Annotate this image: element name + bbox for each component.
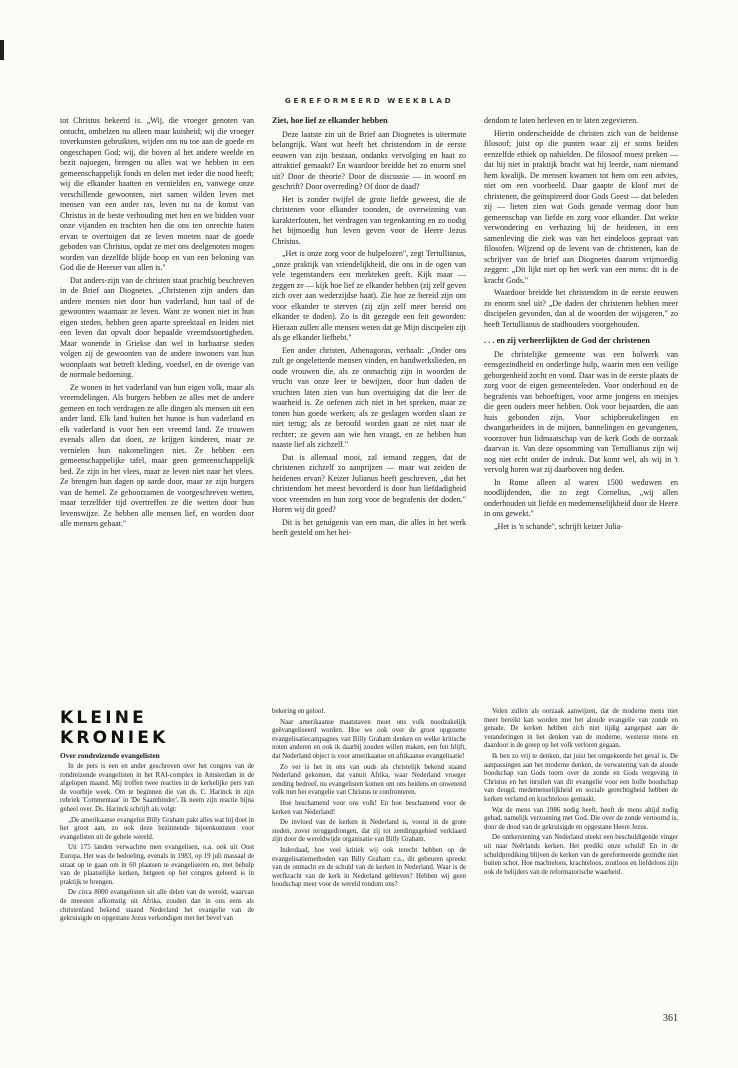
kroniek-paragraph: De invloed van de kerken in Nederland is, vooral in de grote steden, zover teruggedrongen, dat zij tot zendingsgebied verklaard zijn door de wereldwijde organisatie van Billy Graham. bbox=[272, 819, 466, 844]
kroniek-subtitle: Over rondreizende evangelisten bbox=[60, 751, 160, 760]
article-paragraph: „Het is onze zorg voor de hulpelozen", zegt Tertullianus, „onze praktijk van vriendelijkheid, die ons in de ogen van vele tegenstanders een merkteken geeft. Kijk maar — zeggen ze — kijk hoe lief ze elkander hebben (zij zelf geven zich over aan wederzijdse haat). Zie hoe ze bereid zijn om voor elkander te sterven (zij zijn zelf meer bereid om elkander te doden). Zo is dit gezegde een feit geworden: Hieraan zullen alle mensen weten dat ge Mijn discipelen zijt als ge elkander liefhebt." bbox=[272, 249, 466, 342]
kroniek-column-3 bbox=[484, 708, 678, 1006]
kroniek-paragraph: Velen zullen als oorzaak aanwijzen, dat de moderne mens niet meer bereikt kan worden met het aloude evangelie van zonde en genade. De kerken hebben zich niet tijdig aangepast aan de veranderingen in het denken van de moderne, westerse mens en daardoor is de greep op het volk verloren gegaan. bbox=[484, 708, 678, 750]
kroniek-paragraph: De circa 8000 evangelisten uit alle delen van de wereld, waarvan de meesten afkomstig uit Afrika, zouden dan in ons eens als christenland bekend staand Nederland het evangelie van de gekruisigde en opgestane Jezus verkondigen met het bevel van bbox=[60, 889, 254, 923]
article-paragraph: Ze wonen in het vaderland van hun eigen volk, maar als vreemdelingen. Als burgers hebben ze alles met de andere gemeen en toch verdragen ze alle dingen als mensen uit een ander land. Elk land buiten het hunne is hun vaderland en elk vaderland is voor hen een vreemd land. Ze trouwen evenals allen dat doen, ze krijgen kinderen, maar ze vernielen hun nakomelingen niet. Ze hebben een gemeenschappelijke tafel, maar geen gemeenschappelijk bed. Ze zijn in het vlees, maar ze leven niet naar het vlees. Ze brengen hun dagen op aarde door, maar ze zijn burgers van de hemel. Ze gehoorzamen de voorgeschreven wetten, maar terzelfder tijd overtreffen ze die wetten door hun levenswijze. Ze hebben alle mensen lief, en worden door alle mensen gehaat." bbox=[60, 382, 254, 528]
kroniek-paragraph: Wat de mens van 1986 nodig heeft, heeft de mens altijd nodig gehad, namelijk verzoening met God. Die over de zonde vertoornd is, door de dood van de gekruisigde en opgestane Heere Jezus. bbox=[484, 806, 678, 831]
article-paragraph: Dat anders-zijn van de christen staat prachtig beschreven in de Brief aan Diognetes. „Christenen zijn anders dan andere mensen niet door hun vaderland, hun taal of de gewoonten waarnaar ze leven. Want ze wonen niet in hun eigen steden, hebben geen aparte spreektaal en leiden niet een leven dat opvalt door bepaalde vreemdsoortigheden. Maar wonende in Griekse dan wel in barbaarse steden volgen zij de gewoonten van de andere inwoners van hun woonplaats wat betreft kleding, voedsel, en de overige van de normale bedoening. bbox=[60, 275, 254, 379]
kroniek-column-1 bbox=[60, 708, 254, 1006]
kroniek-paragraph: Uit 175 landen verwachtte men evangelisen, o.a. ook uit Oost Europa. Het was de bedoeling, evenals in 1983, op 19 juli massaal de straat op te gaan om in 60 plaatsen te evangeliseren en, met behulp van de plaatselijke kerken, hetgeen op het congres geleerd is in praktijk te brengen. bbox=[60, 844, 254, 886]
article-paragraph: De christelijke gemeente was een bolwerk van eensgezindheid en onderlinge hulp, waarin men een veilige geborgenheid zocht en vond. Daar was in de eerste plaats de zorg voor de eigen gemeenteleden. Voor onderhoud en de begrafenis van behoeftigen, voor arme jongens en meisjes die geen ouders meer hebben. Ook voor bejaarden, die aan huis gebonden zijn. Voor schipbreukelingen en dwangarbeiders in de mijnen, bannelingen en gevangenen, voorzover hun lidmaatschap van de kerk Gods de oorzaak daarvan is. Van deze opsomming van Tertullianus zijn wij nog niet echt onder de indruk. Dat komt wel, als wij in 't vervolg horen wat zij daarboven nog deden. bbox=[484, 349, 678, 474]
main-article bbox=[60, 116, 678, 690]
article-column-3 bbox=[484, 116, 678, 690]
article-column-2 bbox=[272, 116, 466, 690]
article-paragraph: Dat is allemaal mooi, zal iemand zeggen, dat de christenen zichzelf zo aanprijzen — maar wat zeiden de heidenen ervan? Keizer Julianus heeft geschreven, „dat het christendom het meest bevorderd is door hun liefdadigheid voor vreemden en hun zorg voor de begrafenis der doden." Horen wij dit goed? bbox=[272, 452, 466, 514]
kroniek-paragraph: bekering en geloof. bbox=[272, 708, 326, 715]
scan-edge-mark bbox=[0, 40, 4, 60]
article-paragraph: dendom te laten herleven en te laten zegevieren. bbox=[484, 116, 639, 125]
running-head: GEREFORMEERD WEEKBLAD bbox=[284, 96, 454, 105]
article-paragraph: In Rome alleen al waren 1500 weduwen en noodlijdenden, die zo zegt Cornelius, „wij allen onderhouden uit liefde en medemenselijkheid door de Heere in ons gewekt." bbox=[484, 477, 678, 518]
kroniek-paragraph: De ontkerstening van Nederland steekt een beschuldigende vinger uit naar Neêrlands kerken. Het prediki onze schuld! En in de schuldprediking blijven de kerken van de gereformeerde gezindte niet buiten schot. Hoe machteloos, krachteloos, zoutloos en liefdeloos zijn ook de belijders van de reformatorische waarheid. bbox=[484, 834, 678, 876]
kroniek-paragraph: Inderdaad, hoe veel kritiek wij ook terecht hebben op de evangelisatiemethoden van Billy Graham c.s., dit gebeuren spreekt van de onmacht en de schuld van de kerken in Nederland. Waar is de werfkracht van de kerk in Nederland gebleven? Hebben wij geen boodschap meer voor de wereld rondom ons? bbox=[272, 846, 466, 889]
section-heading: Ziet, hoe lief ze elkander hebben bbox=[272, 116, 388, 125]
kroniek-column-2 bbox=[272, 708, 466, 1006]
article-paragraph: Dit is het getuigenis van een man, die alles in het werk heeft gesteld om het hei- bbox=[272, 517, 466, 537]
article-paragraph: Deze laatste zin uit de Brief aan Diognetes is uitermate belangrijk. Want wat heeft het christendom in de eerste eeuwen van zijn bestaan, ondanks vervolging en haat zo attraktief gemaakt? En waardoor breidde het zo enorm snel uit? Door de theorie? Door de discussie — in woord en geschrift? Door overreding? Of door de daad? bbox=[272, 129, 466, 191]
kroniek-paragraph: Zo ver is het in ons van ouds als christelijk bekend staand Nederland gekomen, dat vanuit Afrika, waar Nederland vroeger zending bedreef, nu evangelisten komen om ons heidens en onwetend volk met het evangelie van Christus te confronteren. bbox=[272, 763, 466, 797]
kroniek-paragraph: „De amerikaanse evangelist Billy Graham pakt alles wat hij doet in het groot aan, zo ook deze bezinnende bijeenkomsten voor evangelisten uit de gehele wereld. bbox=[60, 816, 254, 841]
section-heading: . . . en zij verheerlijkten de God der christenen bbox=[484, 336, 650, 345]
page-number: 361 bbox=[663, 1013, 678, 1024]
kroniek-paragraph: Naar amerikaanse maatstaven moet ons volk noodzakelijk geëvangeliseerd worden. Hoe we ook over de groot opgezette evangelisatiecampagnes van Billy Graham denken en welke kritische noten anderen en ook ik daarbij zouden willen maken, een feit blijft, dat Nederland object is voor amerikaanse en afrikaanse evangelisatie! bbox=[272, 718, 466, 760]
kroniek-title: KLEINE KRONIEK bbox=[60, 708, 169, 748]
kroniek-paragraph: Ik ben zo vrij te denken, dat juist het omgekeerde het geval is. De aanpassingen aan het moderne denken, de verwatering van de aloude boodschap van Gods toorn over de zonde en Gods vergeving in Christus en het inruilen van dit evangelie voor een holle boodschap van deugd, medemenselijkheid en sociale gerechtigheid hebben de kerken verlamd en krachteloos gemaakt. bbox=[484, 752, 678, 803]
article-paragraph: tot Christus bekeerd is. „Wij, die vroeger genoten van ontucht, omhelzen nu alleen maar kuisheid; wij die vroeger toverkunsten gebruikten, wijden ons nu toe aan de goede en ongeschapen God; wij, die boven al het andere weelde en bezit najoegen, brengen nu alles wat we hebben in een gemeenschappelijk fonds en delen met ieder die nood heeft; wij die elkander haatten en vernielden en, vanwege onze verschillende gewoonten, niet samen wilden leven met mensen van een ander ras, leven nu na de komst van Christus in de beste verhouding met hen en we bidden voor onze vijanden en trachten hen die ons ten onrechte haten ervan te overtuigen dat ze leven moeten naar de goede geboden van Christus, opdat ze met ons deelgenoten mogen worden van dezelfde blijde hoop en van een beloning van God die de Heerser van allen is." bbox=[60, 116, 254, 272]
kroniek-paragraph: Hoe beschamend voor ons volk! En hoe beschamend voor de kerken van Nederland! bbox=[272, 799, 466, 816]
article-paragraph: Een ander christen, Athenagoras, verhaalt: „Onder ons zult ge ongeletterde mensen vinden, en handwerkslieden, en oude vrouwen die, als ze onmachtig zijn in woorden de vrucht van onze leer te bewijzen, door hun daden de vruchten laten zien van hun overtuiging dat die leer de waarheid is. Ze oefenen zich niet in het spreken, maar ze tonen hun goede werken; als ze geslagen worden slaan ze niet terug; als ze beroofd worden gaan ze niet naar de rechter; ze geven aan wie hen vraagt, en ze hebben hun naaste lief als zichzelf." bbox=[272, 345, 466, 449]
kleine-kroniek bbox=[60, 708, 678, 1006]
article-paragraph: „Het is 'n schande", schrijft keizer Julia- bbox=[494, 521, 623, 531]
article-paragraph: Waardoor breidde het christendom in de eerste eeuwen zo enorm snel uit? „De daden der christenen hebben meer discipelen gevonden, dan al de woorden der wijsgeren," zo heeft Tertullianus de stadhouders voorgehouden. bbox=[484, 288, 678, 329]
article-paragraph: Het is zonder twijfel de grote liefde geweest, die de christenen voor elkander toonden, de overwinning van karakterfouten, het verdragen van tegenkanting en zo nodig het bijmoedig hun leven geven voor de Heere Jezus Christus. bbox=[272, 194, 466, 246]
kroniek-paragraph: In de pers is een en ander geschreven over het congres van de rondreizende evangelisten in het RAI-complex in Amsterdam in de afgelopen maand. Mij troffen twee reacties in de kerkelijke pers van de voorbije week. Om te beginnen die van ds. C. Harinck in zijn rubriek 'Commentaar' in 'De Saambinder'. Ik neem zijn reactie bijna geheel over. Ds. Harinck schrijft als volgt: bbox=[60, 763, 254, 813]
article-column-1 bbox=[60, 116, 254, 690]
article-paragraph: Hierin onderscheidde de christen zich van de heidense filosoof; juist op die punten waar zij er soms beiden eenzelfde ethiek op nahielden. De filosoof moest preken — dat hij niet in praktijk bracht wat hij leerde, nam niemand hem kwalijk. De mensen kwamen tot hem om een advies, niet om een voorbeeld. Daar gaapte de kloof met de christenen, die geïnspireerd door Gods Geest — dat beleden zij — lieten zien wat Gods genade vermag door hun gemeenschap van liefde en zorg voor elkander. Dat wekte verwondering en verbazing bij de heidenen, in een samenleving die ziek was van het eindeloos gepraat van filosofen. Wijzend op de levens van de christenen, kan de schrijver van de brief aan Diognetes daarom vrijmoedig zeggen: „Dit lijkt niet op het werk van een mens: dit is de kracht Gods." bbox=[484, 128, 678, 285]
